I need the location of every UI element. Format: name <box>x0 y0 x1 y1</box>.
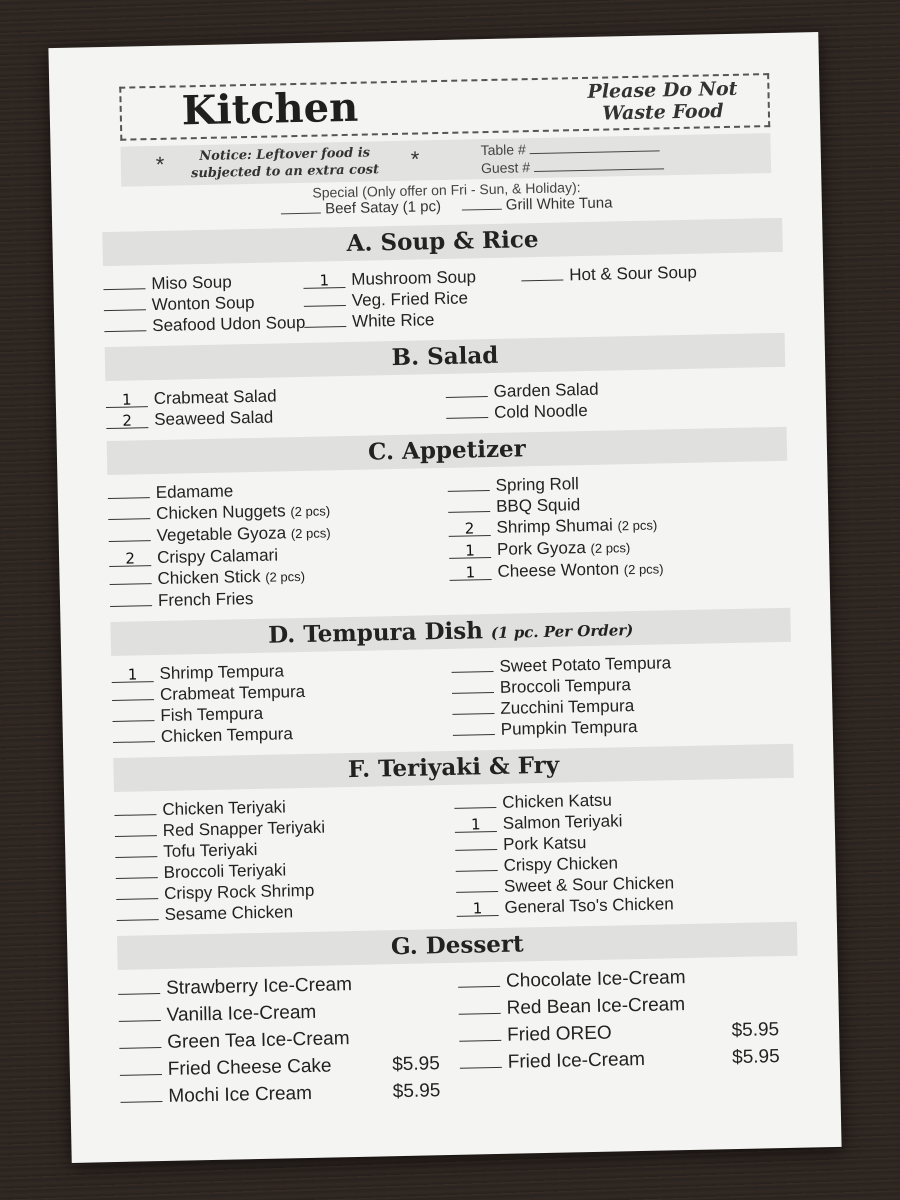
item-portion: (2 pcs) <box>623 561 664 578</box>
item-name: Fried Cheese Cake <box>167 1055 332 1080</box>
quantity-field[interactable] <box>460 1053 502 1069</box>
menu-item <box>120 1052 460 1083</box>
section-teriyaki-header: F. Teriyaki & Fry <box>113 744 794 792</box>
tempura-col-2 <box>451 650 793 741</box>
item-price: $5.95 <box>392 1053 440 1076</box>
quantity-field[interactable] <box>115 842 157 858</box>
item-portion: (2 pcs) <box>290 525 331 542</box>
quantity-field[interactable] <box>453 720 495 736</box>
tempura-col-1 <box>111 657 453 748</box>
section-tempura-header <box>110 608 791 656</box>
tempura-columns <box>111 650 793 748</box>
item-name: Shrimp Shumai <box>496 515 613 537</box>
item-name: Chicken Katsu <box>502 790 613 812</box>
quantity-field[interactable] <box>119 1033 161 1049</box>
item-price: $5.95 <box>731 1019 780 1042</box>
leftover-notice <box>191 144 380 182</box>
quantity-field[interactable]: 1 <box>106 392 148 408</box>
special-item-1: Beef Satay (1 pc) <box>324 198 442 218</box>
item-name: Pumpkin Tempura <box>500 717 638 739</box>
salad-col-2 <box>445 375 786 424</box>
item-price: $5.95 <box>731 1046 780 1069</box>
appetizer-columns <box>108 469 791 612</box>
menu-item <box>459 1018 799 1049</box>
dessert-columns <box>118 964 801 1113</box>
item-name: Red Snapper Teriyaki <box>162 817 326 840</box>
quantity-field[interactable] <box>451 657 493 673</box>
item-name: Fried Ice-Cream <box>507 1048 646 1073</box>
waste-notice <box>587 78 738 125</box>
item-name: Seafood Udon Soup <box>152 312 306 336</box>
dessert-col-1 <box>118 971 461 1113</box>
quantity-field[interactable]: 2 <box>448 521 490 537</box>
teriyaki-col-1 <box>114 793 457 926</box>
item-name: Crabmeat Salad <box>153 386 277 409</box>
item-name: Chicken Stick <box>157 566 261 589</box>
item-name: Crispy Rock Shrimp <box>163 880 315 903</box>
quantity-field[interactable] <box>119 1006 161 1022</box>
item-portion: (2 pcs) <box>590 540 631 556</box>
special-qty-1[interactable] <box>281 202 321 215</box>
quantity-field[interactable]: 1 <box>455 817 497 833</box>
menu-item <box>118 998 458 1029</box>
item-name: Crispy Calamari <box>156 545 279 568</box>
quantity-field[interactable] <box>304 312 346 328</box>
quantity-field[interactable] <box>109 569 151 585</box>
menu-item <box>460 1045 800 1076</box>
quantity-field[interactable]: 1 <box>449 565 491 581</box>
quantity-field[interactable] <box>454 793 496 809</box>
section-dessert-header: G. Dessert <box>117 922 798 970</box>
item-name: Fish Tempura <box>160 703 264 725</box>
teriyaki-col-2 <box>454 786 797 919</box>
special-item-2: Grill White Tuna <box>505 194 613 214</box>
quantity-field[interactable]: 2 <box>106 413 148 429</box>
item-name: French Fries <box>157 589 254 611</box>
menu-item <box>104 312 304 337</box>
quantity-field[interactable] <box>304 291 346 307</box>
quantity-field[interactable] <box>104 295 146 311</box>
item-name: Chocolate Ice-Cream <box>505 967 686 992</box>
item-name: Strawberry Ice-Cream <box>165 974 353 999</box>
quantity-field[interactable] <box>116 884 158 900</box>
quantity-field[interactable] <box>116 863 158 879</box>
item-name: Sesame Chicken <box>164 902 294 924</box>
item-name: Veg. Fried Rice <box>351 288 469 310</box>
tempura-subtitle: (1 pc. Per Order) <box>490 621 634 643</box>
dessert-col-2 <box>458 964 801 1106</box>
soup-col-2 <box>303 265 522 333</box>
item-name: Garden Salad <box>493 379 599 401</box>
menu-item <box>120 1079 460 1110</box>
item-name: Chicken Teriyaki <box>162 797 287 819</box>
item-name: Edamame <box>155 481 234 503</box>
quantity-field[interactable] <box>108 504 150 520</box>
item-name: Broccoli Tempura <box>499 675 632 697</box>
quantity-field[interactable]: 1 <box>449 543 491 559</box>
section-appetizer-header: C. Appetizer <box>107 427 788 475</box>
item-portion: (2 pcs) <box>290 503 331 520</box>
item-name: Seaweed Salad <box>154 407 274 430</box>
quantity-field[interactable] <box>458 999 500 1015</box>
teriyaki-columns <box>114 786 796 926</box>
quantity-field[interactable] <box>110 591 152 607</box>
item-portion: (2 pcs) <box>617 517 658 534</box>
star-right: * <box>410 146 420 172</box>
item-price: $5.95 <box>392 1080 441 1103</box>
special-qty-2[interactable] <box>462 198 502 211</box>
salad-columns <box>106 375 787 431</box>
quantity-field[interactable] <box>447 476 489 492</box>
quantity-field[interactable]: 2 <box>109 551 151 567</box>
item-name: Tofu Teriyaki <box>163 839 258 861</box>
sheet-header <box>119 73 770 141</box>
item-name: Shrimp Tempura <box>159 661 285 683</box>
kitchen-title: Kitchen <box>181 83 359 135</box>
appetizer-col-2 <box>447 469 790 605</box>
quantity-field[interactable] <box>118 979 160 995</box>
tempura-title: D. Tempura Dish <box>267 617 484 649</box>
item-name: Crabmeat Tempura <box>159 681 306 704</box>
quantity-field[interactable] <box>452 699 494 715</box>
quantity-field[interactable] <box>120 1060 162 1076</box>
section-salad-header: B. Salad <box>105 333 786 381</box>
quantity-field[interactable] <box>456 877 498 893</box>
table-label: Table # <box>480 141 526 159</box>
item-name: Fried OREO <box>506 1022 612 1046</box>
quantity-field[interactable] <box>120 1087 162 1103</box>
quantity-field[interactable]: 1 <box>456 901 498 917</box>
item-name: White Rice <box>351 310 435 331</box>
quantity-field[interactable] <box>103 274 145 290</box>
notice-line-2: subjected to an extra cost <box>190 162 380 182</box>
appetizer-col-1 <box>108 476 451 612</box>
item-name: Vegetable Gyoza <box>156 523 287 546</box>
quantity-field[interactable] <box>521 265 563 281</box>
quantity-field[interactable] <box>108 483 150 499</box>
item-name: Chicken Nuggets <box>155 501 286 524</box>
guest-number-field[interactable] <box>534 157 664 172</box>
item-name: Wonton Soup <box>151 292 255 315</box>
item-name: General Tso's Chicken <box>504 894 674 917</box>
quantity-field[interactable] <box>112 706 154 722</box>
item-name: Sweet & Sour Chicken <box>503 873 675 896</box>
soup-columns <box>103 260 784 337</box>
item-name: Cheese Wonton <box>497 559 620 581</box>
menu-item <box>458 991 798 1022</box>
menu-item <box>119 1025 459 1056</box>
section-soup-rice-header: A. Soup & Rice <box>102 218 783 266</box>
menu-item <box>521 261 751 287</box>
item-name: Broccoli Teriyaki <box>163 860 287 882</box>
special-heading: Special (Only offer on Fri - Sun, & Holiday): <box>312 179 581 201</box>
item-name: Salmon Teriyaki <box>502 811 623 833</box>
item-name: Vanilla Ice-Cream <box>166 1001 317 1026</box>
item-name: Pork Gyoza <box>496 538 586 559</box>
quantity-field[interactable]: 1 <box>111 667 153 683</box>
table-guest-fields <box>480 137 664 177</box>
item-portion: (2 pcs) <box>265 568 306 585</box>
item-name: Red Bean Ice-Cream <box>506 994 686 1019</box>
quantity-field[interactable] <box>455 835 497 851</box>
item-name: Mushroom Soup <box>351 267 477 289</box>
menu-item <box>304 307 522 333</box>
quantity-field[interactable] <box>455 856 497 872</box>
quantity-field[interactable] <box>446 382 488 398</box>
quantity-field[interactable] <box>113 727 155 743</box>
waste-line-2: Waste Food <box>602 100 724 125</box>
item-name: Crispy Chicken <box>503 853 619 875</box>
item-name: Zucchini Tempura <box>500 696 635 718</box>
menu-item <box>118 971 458 1002</box>
guest-label: Guest # <box>480 159 531 177</box>
quantity-field[interactable] <box>446 403 488 419</box>
item-name: Miso Soup <box>151 272 232 294</box>
item-name: Green Tea Ice-Cream <box>167 1028 350 1053</box>
quantity-field[interactable] <box>114 800 156 816</box>
item-name: Sweet Potato Tempura <box>499 653 672 676</box>
quantity-field[interactable] <box>459 1026 501 1042</box>
quantity-field[interactable] <box>448 497 490 513</box>
item-name: Cold Noodle <box>493 400 588 422</box>
waste-line-1: Please Do Not <box>587 77 738 103</box>
quantity-field[interactable] <box>452 678 494 694</box>
quantity-field[interactable]: 1 <box>303 273 345 289</box>
item-name: Hot & Sour Soup <box>569 262 698 285</box>
item-name: Spring Roll <box>495 474 580 495</box>
soup-col-3 <box>521 261 752 329</box>
quantity-field[interactable] <box>116 905 158 921</box>
item-name: BBQ Squid <box>495 495 581 516</box>
item-name: Mochi Ice Cream <box>168 1082 313 1107</box>
star-left: * <box>155 151 165 177</box>
notice-line-1: Notice: Leftover food is <box>199 145 371 165</box>
quantity-field[interactable] <box>115 821 157 837</box>
item-name: Chicken Tempura <box>160 724 294 746</box>
table-number-field[interactable] <box>530 139 660 154</box>
order-sheet <box>48 32 841 1163</box>
quantity-field[interactable] <box>104 316 146 332</box>
soup-col-1 <box>103 270 304 337</box>
menu-item <box>458 964 798 995</box>
quantity-field[interactable] <box>108 526 150 542</box>
salad-col-1 <box>106 382 447 431</box>
quantity-field[interactable] <box>458 972 500 988</box>
quantity-field[interactable] <box>112 685 154 701</box>
item-name: Pork Katsu <box>502 833 587 854</box>
